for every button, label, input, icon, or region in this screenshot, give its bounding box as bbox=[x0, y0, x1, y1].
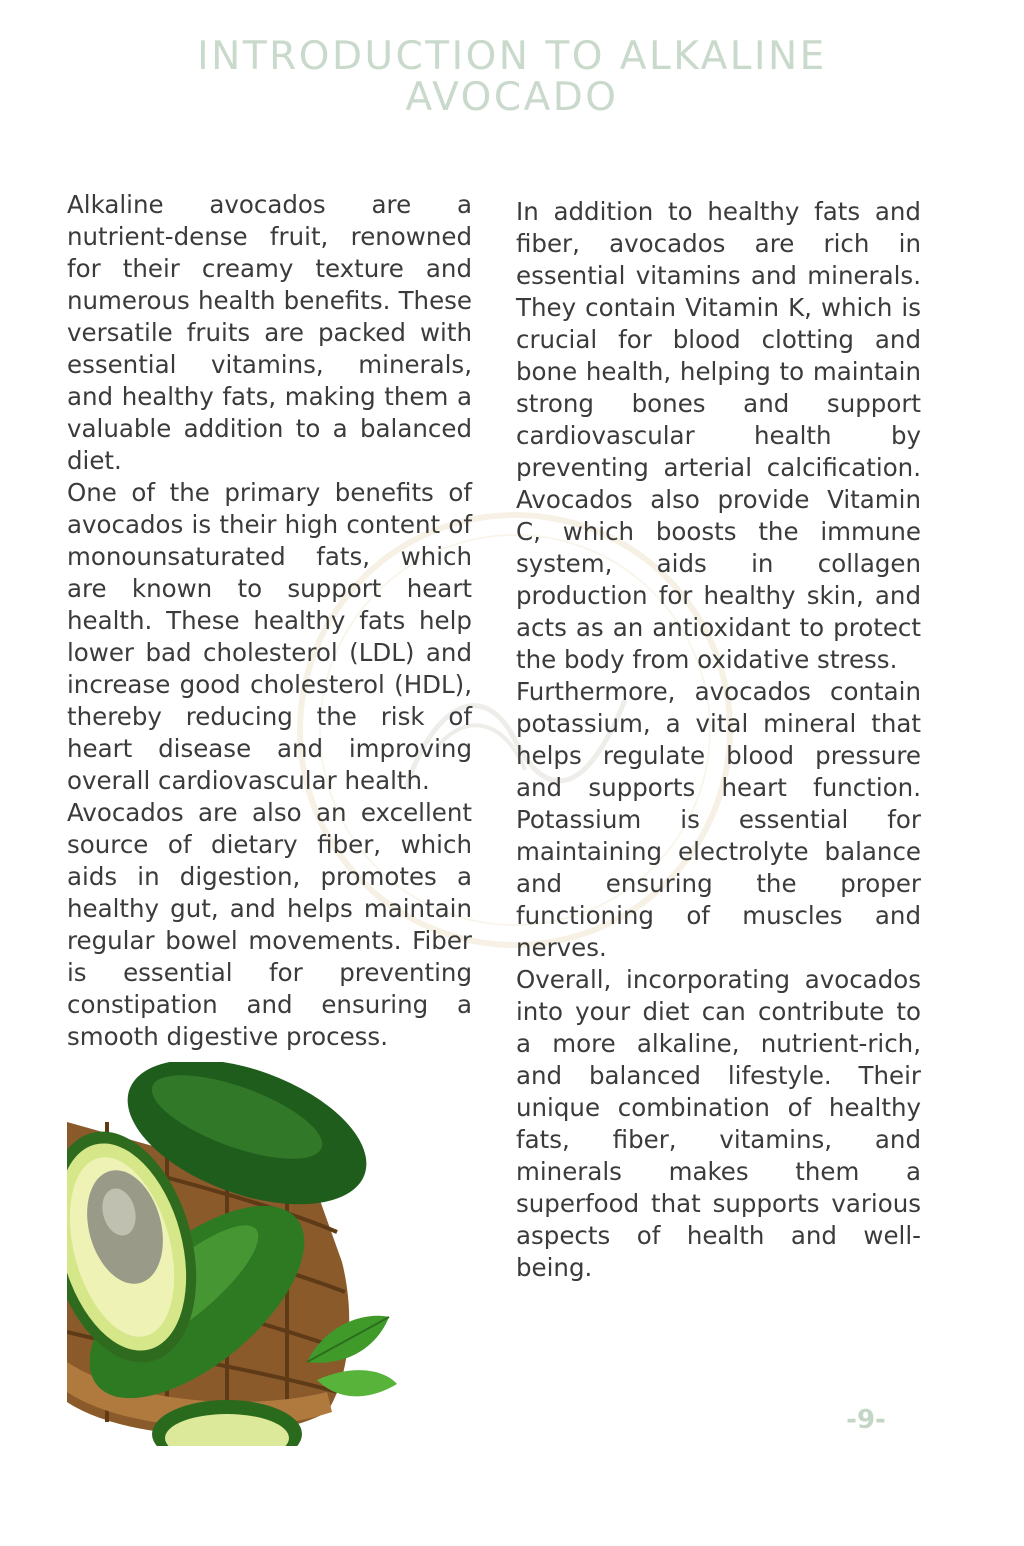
left-column bbox=[67, 189, 472, 1053]
page-number: -9- bbox=[846, 1405, 886, 1435]
paragraph-potassium: Furthermore, avocados contain potassium, a vital mineral that helps regulate blood pressure and supports heart function. Potassium is essential for maintaining electrolyte balance and ensuring the proper functioning of muscles and nerves. bbox=[516, 677, 921, 962]
paragraph-vitamins: In addition to healthy fats and fiber, avocados are rich in essential vitamins and minerals. They contain Vitamin K, which is crucial for blood clotting and bone health, helping to maintain strong bones and support cardiovascular health by preventing arterial calcification. Avocados also provide Vitamin C, which boosts the immune system, aids in collagen production for healthy skin, and acts as an antioxidant to protect the body from oxidative stress. bbox=[516, 197, 921, 674]
page-title-line-2: AVOCADO bbox=[405, 75, 619, 120]
paragraph-dietary-fiber: Avocados are also an excellent source of dietary fiber, which aids in digestion, promotes a healthy gut, and helps maintain regular bowel movements. Fiber is essential for preventing constipation and ensuring a smooth digestive process. bbox=[67, 798, 472, 1051]
avocado-basket-image bbox=[67, 1062, 397, 1446]
right-column bbox=[516, 196, 921, 1284]
page-title-line-1: INTRODUCTION TO ALKALINE bbox=[197, 34, 827, 79]
paragraph-conclusion: Overall, incorporating avocados into your diet can contribute to a more alkaline, nutrient-rich, and balanced lifestyle. Their unique combination of healthy fats, fiber, vitamins, and minerals makes them a superfood that supports various aspects of health and well-being. bbox=[516, 965, 921, 1282]
page-title bbox=[0, 36, 1024, 118]
paragraph-intro: Alkaline avocados are a nutrient-dense fruit, renowned for their creamy texture and numerous health benefits. These versatile fruits are packed with essential vitamins, minerals, and healthy fats, making them a valuable addition to a balanced diet. bbox=[67, 190, 472, 475]
paragraph-monounsaturated-fats: One of the primary benefits of avocados is their high content of monounsaturated fats, which are known to support heart health. These healthy fats help lower bad cholesterol (LDL) and increase good cholesterol (HDL), thereby reducing the risk of heart disease and improving overall cardiovascular health. bbox=[67, 478, 472, 795]
